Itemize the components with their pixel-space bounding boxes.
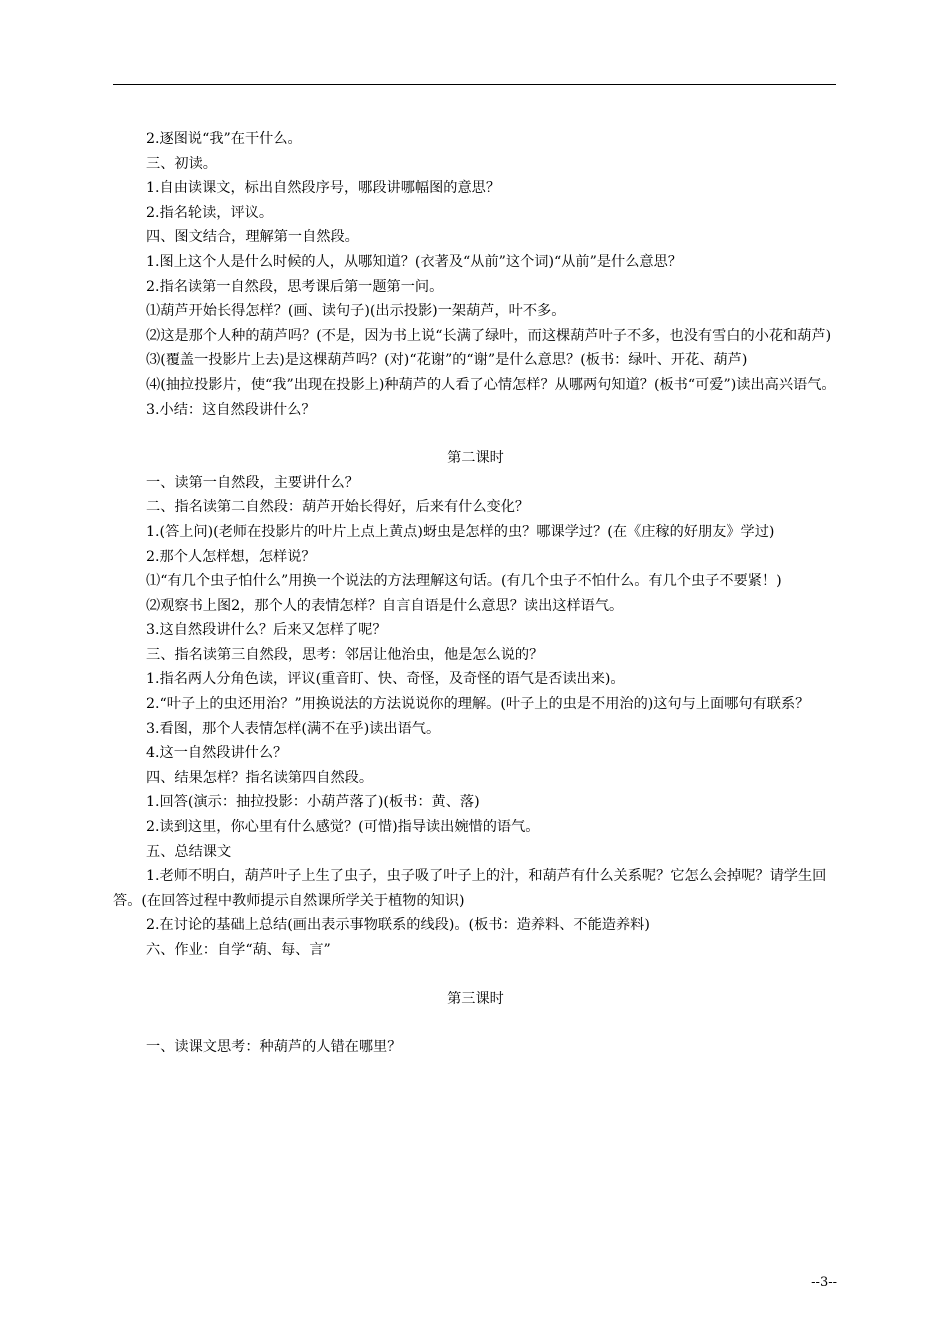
paragraph: ⑵这是那个人种的葫芦吗？(不是，因为书上说“长满了绿叶，而这棵葫芦叶子不多，也没有雪白的小花和葫芦) — [146, 327, 832, 344]
paragraph: 六、作业：自学“葫、每、言” — [146, 942, 331, 958]
paragraph: 2.在讨论的基础上总结(画出表示事物联系的线段)。(板书：造养料、不能造养料) — [146, 917, 650, 934]
paragraph: 1.指名两人分角色读，评议(重音盯、快、奇怪，及奇怪的语气是否读出来)。 — [146, 671, 625, 688]
paragraph: 1.回答(演示：抽拉投影：小葫芦落了)(板书：黄、落) — [146, 794, 480, 811]
paragraph: ⑵观察书上图2，那个人的表情怎样？自言自语是什么意思？读出这样语气。 — [146, 597, 624, 614]
paragraph: 1.自由读课文，标出自然段序号，哪段讲哪幅图的意思？ — [146, 180, 501, 197]
paragraph: 2.逐图说“我”在干什么。 — [146, 131, 302, 147]
paragraph: ⑷(抽拉投影片，使“我”出现在投影上)种葫芦的人看了心情怎样？从哪两句知道？(板书“可爱”)读出高兴语气。 — [146, 376, 836, 393]
paragraph: 2.读到这里，你心里有什么感觉？(可惜)指导读出婉惜的语气。 — [146, 819, 540, 836]
paragraph: ⑶(覆盖一投影片上去)是这棵葫芦吗？(对)“花谢”的“谢”是什么意思？(板书：绿叶、开花、葫芦) — [146, 352, 748, 369]
paragraph: 2.指名轮读，评议。 — [146, 204, 274, 221]
paragraph: 一、读第一自然段，主要讲什么？ — [146, 474, 359, 491]
paragraph: 3.这自然段讲什么？后来又怎样了呢？ — [146, 622, 387, 639]
paragraph: 三、指名读第三自然段，思考：邻居让他治虫，他是怎么说的？ — [146, 646, 544, 663]
paragraph: 四、结果怎样？指名读第四自然段。 — [146, 769, 374, 786]
paragraph: 3.看图，那个人表情怎样(满不在乎)读出语气。 — [146, 720, 441, 737]
paragraph: 1.老师不明白，葫芦叶子上生了虫子，虫子吸了叶子上的汁，和葫芦有什么关系呢？它怎么会掉呢？请学生回答。(在回答过程中教师提示自然课所学关于植物的知识) — [113, 868, 827, 909]
document-body — [113, 127, 838, 1060]
page-number: --3-- — [811, 1275, 837, 1290]
paragraph: 一、读课文思考：种葫芦的人错在哪里？ — [146, 1039, 402, 1056]
section-heading: 第三课时 — [447, 990, 504, 1007]
paragraph: 4.这一自然段讲什么？ — [146, 745, 288, 762]
header-rule — [113, 84, 836, 85]
paragraph: 四、图文结合，理解第一自然段。 — [146, 229, 359, 246]
paragraph: 1.图上这个人是什么时候的人，从哪知道？(衣著及“从前”这个词)“从前”是什么意思？ — [146, 253, 682, 270]
paragraph: 三、初读。 — [146, 155, 217, 172]
paragraph: 3.小结：这自然段讲什么？ — [146, 401, 316, 418]
paragraph: ⑴“有几个虫子怕什么”用换一个说法的方法理解这句话。(有几个虫子不怕什么。有几个虫子不要紧！) — [146, 573, 782, 590]
paragraph: 五、总结课文 — [146, 843, 232, 860]
section-heading: 第二课时 — [447, 450, 504, 467]
paragraph: 1.(答上问)(老师在投影片的叶片上点上黄点)蚜虫是怎样的虫？哪课学过？(在《庄稼的好朋友》学过) — [146, 523, 775, 540]
paragraph: 2.那个人怎样想，怎样说？ — [146, 548, 316, 565]
paragraph: 2.指名读第一自然段，思考课后第一题第一问。 — [146, 278, 444, 295]
paragraph: 2.“叶子上的虫还用治？”用换说法的方法说说你的理解。(叶子上的虫是不用治的)这句与上面哪句有联系？ — [146, 696, 810, 713]
paragraph: ⑴葫芦开始长得怎样？(画、读句子)(出示投影)一架葫芦，叶不多。 — [146, 303, 566, 320]
paragraph: 二、指名读第二自然段：葫芦开始长得好，后来有什么变化？ — [146, 499, 530, 516]
